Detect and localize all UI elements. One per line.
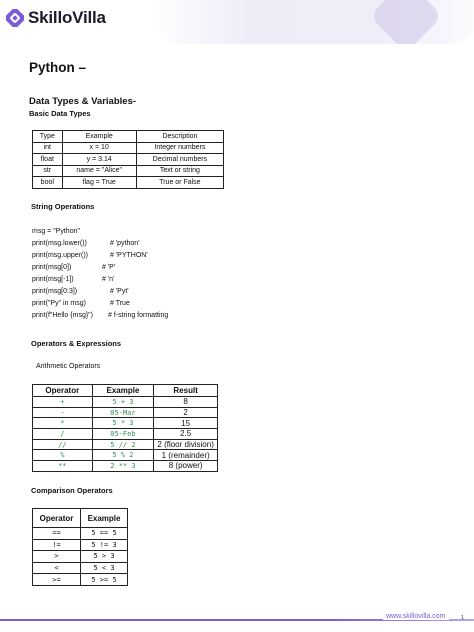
section-heading-string-operations: String Operations	[31, 202, 95, 211]
table-row	[33, 165, 224, 177]
result-cell: 8	[154, 397, 218, 408]
example-cell: 05-Feb	[92, 429, 154, 440]
code-text: msg = "Python"	[32, 228, 80, 235]
operator-cell: +	[33, 397, 93, 408]
example-cell: 5 // 2	[92, 439, 154, 450]
result-cell: 8 (power)	[154, 461, 218, 472]
column-header: Example	[62, 131, 136, 143]
example-cell: 5 > 3	[81, 551, 128, 563]
code-text: print(msg[0:3])	[32, 288, 78, 295]
table-cell: flag = True	[62, 177, 136, 189]
code-text: print(msg[-1])	[32, 276, 74, 283]
table-header-row	[33, 509, 128, 528]
operator-cell: -	[33, 407, 93, 418]
table-cell: float	[33, 154, 63, 166]
example-cell: 5 < 3	[81, 562, 128, 574]
table-row	[33, 177, 224, 189]
table-row	[33, 407, 218, 418]
result-cell: 1 (remainder)	[154, 450, 218, 461]
code-comment: # 'python'	[110, 240, 140, 247]
code-line	[32, 238, 140, 250]
example-cell: 05-Mar	[92, 407, 154, 418]
section-heading-operators: Operators & Expressions	[31, 339, 122, 348]
table-row	[33, 450, 218, 461]
column-header: Result	[154, 385, 218, 397]
section-heading-data-types: Data Types & Variables-	[29, 96, 137, 107]
brand-logo	[6, 8, 106, 28]
table-cell: x = 10	[62, 142, 136, 154]
table-row	[33, 562, 128, 574]
table-cell: str	[33, 165, 63, 177]
page-header	[0, 0, 474, 44]
brand-name: SkilloVilla	[28, 8, 106, 27]
arithmetic-operators-table	[32, 384, 218, 472]
result-cell: 15	[154, 418, 218, 429]
example-cell: 5 + 3	[92, 397, 154, 408]
data-types-table	[32, 130, 224, 189]
result-cell: 2.5	[154, 429, 218, 440]
operator-cell: **	[33, 461, 93, 472]
code-line	[32, 250, 148, 262]
code-text: print(f"Hello {msg}")	[32, 312, 93, 319]
footer-website-link[interactable]: www.skillovilla.com	[383, 613, 449, 620]
code-comment: # 'P'	[102, 264, 116, 271]
example-cell: 5 != 3	[81, 539, 128, 551]
code-line	[32, 262, 116, 274]
table-cell: bool	[33, 177, 63, 189]
column-header: Example	[92, 385, 154, 397]
operator-cell: *	[33, 418, 93, 429]
code-comment: # f-string formatting	[108, 312, 169, 319]
table-header-row	[33, 385, 218, 397]
example-cell: 2 ** 3	[92, 461, 154, 472]
table-row	[33, 429, 218, 440]
code-line	[32, 286, 129, 298]
operator-cell: >	[33, 551, 81, 563]
operator-cell: !=	[33, 539, 81, 551]
result-cell: 2 (floor division)	[154, 439, 218, 450]
operator-cell: %	[33, 450, 93, 461]
code-line	[32, 274, 115, 286]
table-cell: y = 3.14	[62, 154, 136, 166]
page-number: 1	[461, 615, 465, 621]
subheading-arithmetic-operators: Arithmetic Operators	[36, 363, 101, 370]
operator-cell: //	[33, 439, 93, 450]
code-line	[32, 298, 130, 310]
operator-cell: ==	[33, 528, 81, 540]
code-line	[32, 226, 93, 238]
table-row	[33, 142, 224, 154]
operator-cell: >=	[33, 574, 81, 586]
table-row	[33, 439, 218, 450]
table-row	[33, 397, 218, 408]
operator-cell: <	[33, 562, 81, 574]
comparison-operators-table	[32, 508, 128, 586]
code-line	[32, 310, 169, 322]
subheading-comparison-operators: Comparison Operators	[31, 486, 113, 495]
skillovilla-logo-icon	[6, 9, 24, 27]
column-header: Example	[81, 509, 128, 528]
table-header-row	[33, 131, 224, 143]
example-cell: 5 % 2	[92, 450, 154, 461]
column-header: Operator	[33, 385, 93, 397]
table-row	[33, 574, 128, 586]
code-text: print("Py" in msg)	[32, 300, 86, 307]
table-row	[33, 461, 218, 472]
table-cell: Text or string	[136, 165, 223, 177]
subheading-basic-data-types: Basic Data Types	[29, 109, 91, 118]
page-title: Python –	[29, 60, 87, 75]
column-header: Operator	[33, 509, 81, 528]
table-row	[33, 418, 218, 429]
table-cell: Integer numbers	[136, 142, 223, 154]
code-text: print(msg.upper())	[32, 252, 89, 259]
table-cell: True or False	[136, 177, 223, 189]
table-row	[33, 528, 128, 540]
table-row	[33, 154, 224, 166]
example-cell: 5 >= 5	[81, 574, 128, 586]
code-comment: # 'n'	[102, 276, 115, 283]
column-header: Description	[136, 131, 223, 143]
example-cell: 5 * 3	[92, 418, 154, 429]
table-row	[33, 551, 128, 563]
example-cell: 5 == 5	[81, 528, 128, 540]
code-comment: # 'Pyt'	[110, 288, 129, 295]
column-header: Type	[33, 131, 63, 143]
operator-cell: /	[33, 429, 93, 440]
code-comment: # True	[110, 300, 130, 307]
code-text: print(msg[0])	[32, 264, 72, 271]
result-cell: 2	[154, 407, 218, 418]
table-cell: name = "Alice"	[62, 165, 136, 177]
string-operations-code	[32, 226, 169, 322]
table-row	[33, 539, 128, 551]
code-text: print(msg.lower())	[32, 240, 87, 247]
table-cell: Decimal numbers	[136, 154, 223, 166]
table-cell: int	[33, 142, 63, 154]
code-comment: # 'PYTHON'	[110, 252, 148, 259]
